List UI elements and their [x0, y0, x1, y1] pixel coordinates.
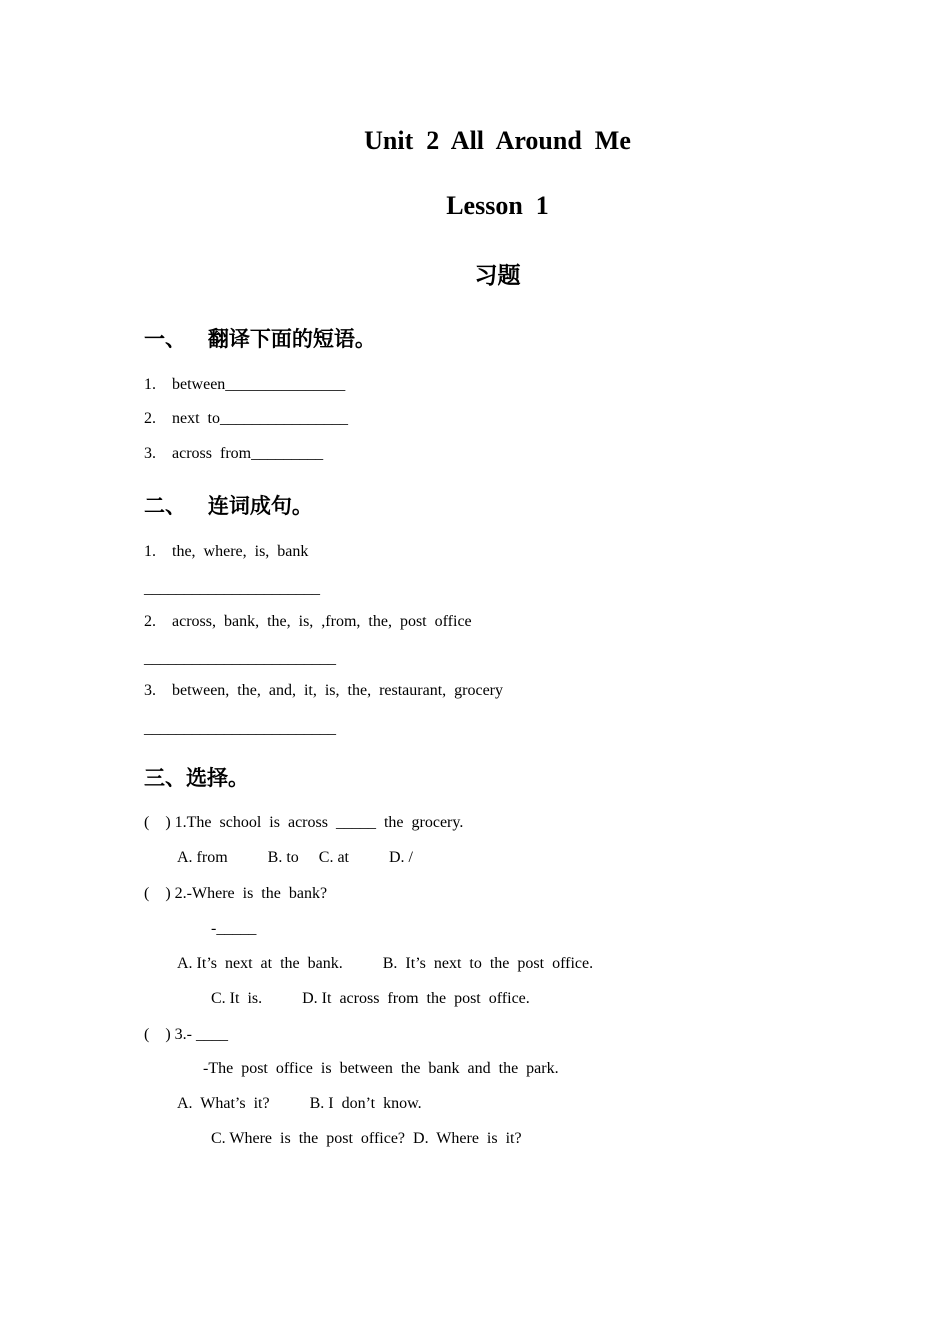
question-3-options-row-2: C. Where is the post office? D. Where is it? [211, 1130, 522, 1147]
question-2-blank: -_____ [211, 920, 257, 937]
section-2-item-1-answer-line: ______________________ [144, 580, 320, 597]
section-2-item-2-answer-line: ________________________ [144, 650, 336, 667]
section-1-item-1: 1. between_______________ [144, 376, 346, 393]
unit-title: Unit 2 All Around Me [364, 126, 631, 155]
section-1-item-3: 3. across from_________ [144, 445, 324, 462]
subtitle: 习题 [474, 263, 521, 289]
lesson-title: Lesson 1 [446, 191, 549, 220]
section-3-heading: 三、选择。 [144, 766, 249, 790]
question-1-stem: ( ) 1.The school is across _____ the grocery. [144, 814, 464, 831]
section-2-item-3-answer-line: ________________________ [144, 720, 336, 737]
question-2-options-row-1: A. It’s next at the bank. B. It’s next to the post office. [177, 955, 594, 972]
question-2-options-row-2: C. It is. D. It across from the post office. [211, 990, 530, 1007]
section-2-heading: 二、 连词成句。 [144, 494, 313, 518]
section-1-item-2: 2. next to________________ [144, 410, 348, 427]
question-3-options-row-1: A. What’s it? B. I don’t know. [177, 1095, 422, 1112]
question-3-stem: ( ) 3.- ____ [144, 1026, 228, 1043]
question-2-stem: ( ) 2.-Where is the bank? [144, 885, 328, 902]
question-3-answer: -The post office is between the bank and the park. [203, 1060, 559, 1077]
section-2-item-2-prompt: 2. across, bank, the, is, ,from, the, post office [144, 613, 472, 630]
section-2-item-1-prompt: 1. the, where, is, bank [144, 543, 309, 560]
section-2-item-3-prompt: 3. between, the, and, it, is, the, restaurant, grocery [144, 682, 503, 699]
question-1-options: A. from B. to C. at D. / [177, 849, 413, 866]
section-1-heading: 一、 翻译下面的短语。 [144, 327, 376, 351]
